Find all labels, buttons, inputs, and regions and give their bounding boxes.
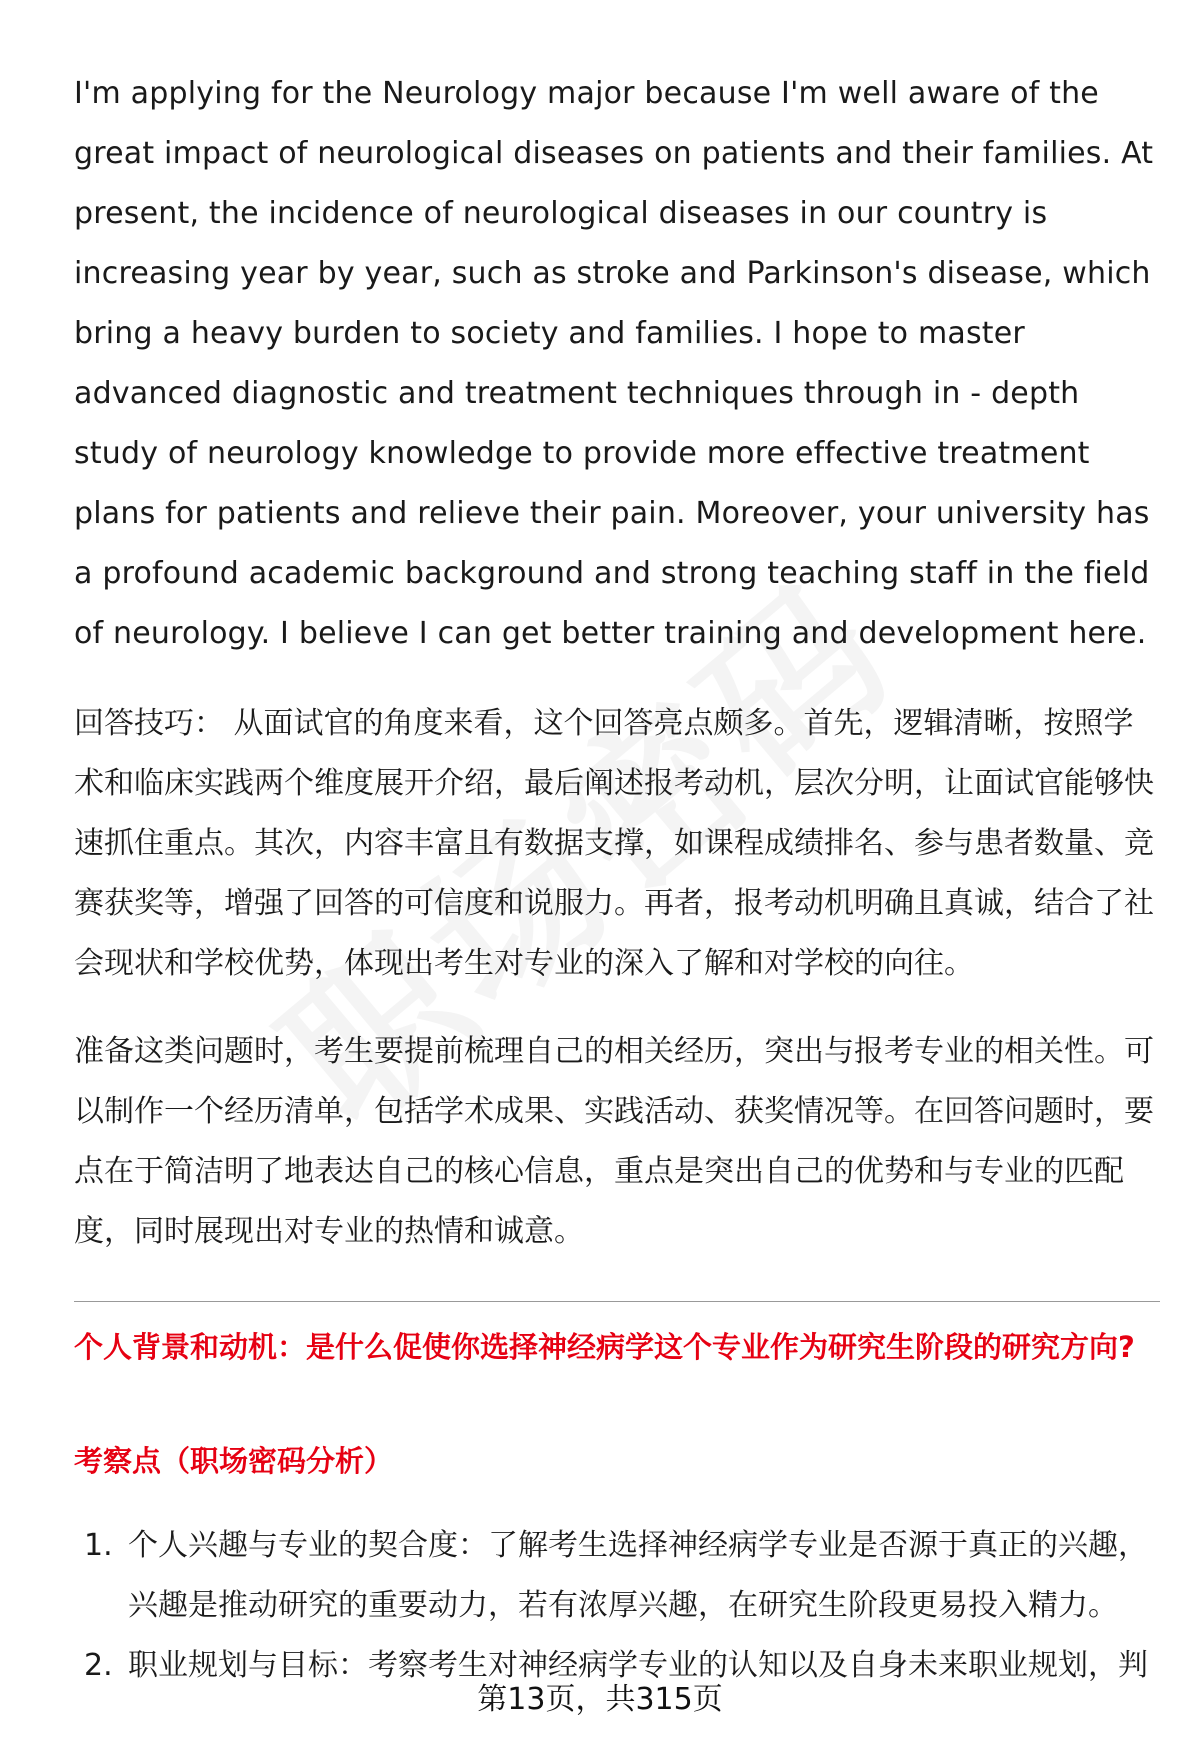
assessment-list [74, 1516, 1160, 1696]
list-item-number: 1. [84, 1528, 113, 1563]
list-item-number: 2. [84, 1648, 113, 1683]
answer-tips-paragraph: 回答技巧： 从面试官的角度来看，这个回答亮点颇多。首先，逻辑清晰，按照学术和临床实践两个维度展开介绍，最后阐述报考动机，层次分明，让面试官能够快速抓住重点。其次，内容丰富且有数据支撑，如课程成绩排名、参与患者数量、竞赛获奖等，增强了回答的可信度和说服力。再者，报考动机明确且真诚，结合了社会现状和学校优势，体现出考生对专业的深入了解和对学校的向往。 [74, 706, 1154, 981]
list-item-text: 职业规划与目标：考察考生对神经病学专业的认知以及自身未来职业规划，判 [128, 1648, 1148, 1683]
page-number: 第13页，共315页 [477, 1682, 723, 1717]
assessment-points-heading: 考察点（职场密码分析） [74, 1444, 394, 1478]
list-item-text: 个人兴趣与专业的契合度：了解考生选择神经病学专业是否源于真正的兴趣，兴趣是推动研究的重要动力，若有浓厚兴趣，在研究生阶段更易投入精力。 [128, 1528, 1148, 1623]
list-item [74, 1516, 1160, 1636]
section-divider [74, 1301, 1160, 1302]
preparation-paragraph: 准备这类问题时，考生要提前梳理自己的相关经历，突出与报考专业的相关性。可以制作一个经历清单，包括学术成果、实践活动、获奖情况等。在回答问题时，要点在于简洁明了地表达自己的核心信息，重点是突出自己的优势和与专业的匹配度，同时展现出对专业的热情和诚意。 [74, 1034, 1154, 1249]
document-body [74, 64, 1160, 1262]
question-heading: 个人背景和动机：是什么促使你选择神经病学这个专业作为研究生阶段的研究方向? [74, 1330, 1135, 1364]
english-answer-paragraph: I'm applying for the Neurology major because I'm well aware of the great impact of neurological diseases on patients and their families. At present, the incidence of neurological diseases in our country is increasing year by year, such as stroke and Parkinson's disease, which bring a heavy burden to society and families. I hope to master advanced diagnostic and treatment techniques through in - depth study of neurology knowledge to provide more effective treatment plans for patients and relieve their pain. Moreover, your university has a profound academic background and strong teaching staff in the field of neurology. I believe I can get better training and development here. [74, 76, 1154, 651]
